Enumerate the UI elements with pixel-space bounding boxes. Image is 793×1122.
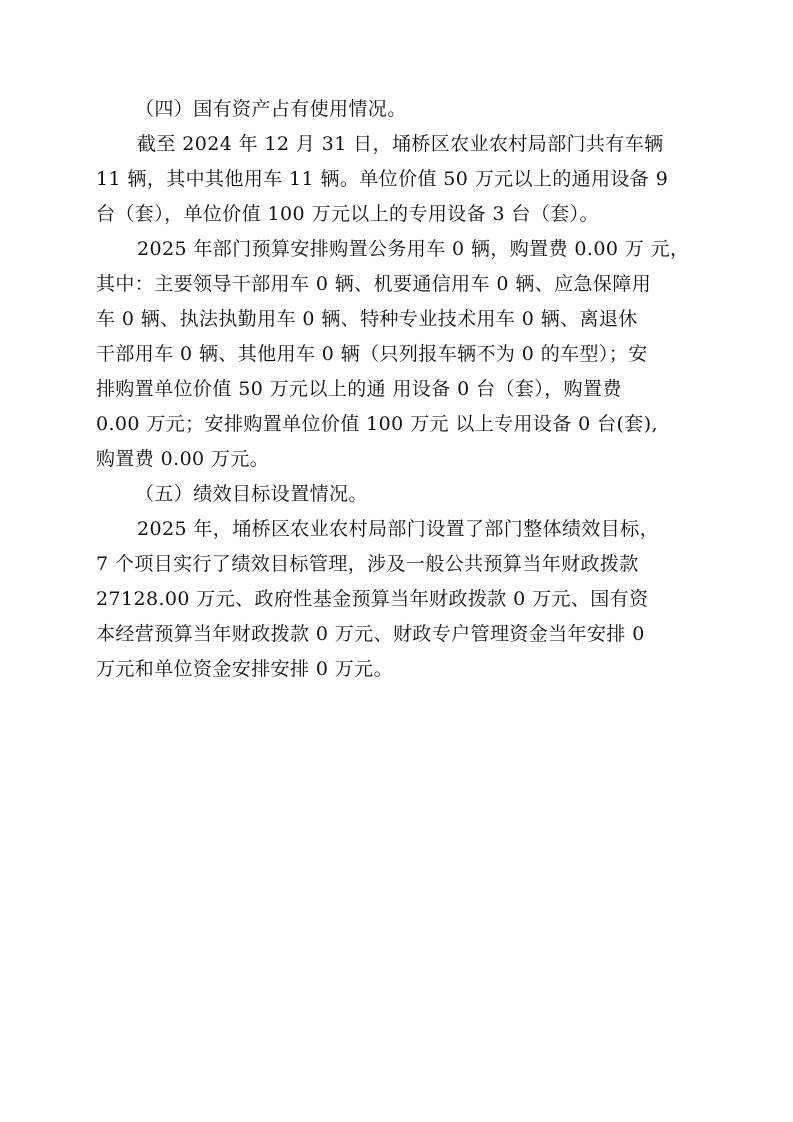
paragraph-line: 万元和单位资金安排安排 0 万元。 (96, 658, 393, 680)
paragraph-line: 2025 年部门预算安排购置公务用车 0 辆，购置费 0.00 万 元， (137, 238, 690, 260)
paragraph-line: 截至 2024 年 12 月 31 日，埇桥区农业农村局部门共有车辆 (137, 133, 664, 155)
section-heading-state-assets: （四）国有资产占有使用情况。 (135, 98, 407, 120)
paragraph-line: 购置费 0.00 万元。 (96, 448, 270, 470)
paragraph-line: 11 辆，其中其他用车 11 辆。单位价值 50 万元以上的通用设备 9 (96, 168, 669, 190)
paragraph-line: 其中：主要领导干部用车 0 辆、机要通信用车 0 辆、应急保障用 (96, 273, 652, 295)
paragraph-line: 排购置单位价值 50 万元以上的通 用设备 0 台（套），购置费 (96, 378, 622, 400)
paragraph-line: 27128.00 万元、政府性基金预算当年财政拨款 0 万元、国有资 (96, 588, 649, 610)
section-heading-performance-targets: （五）绩效目标设置情况。 (135, 483, 368, 505)
paragraph-line: 车 0 辆、执法执勤用车 0 辆、特种专业技术用车 0 辆、离退休 (96, 308, 638, 330)
paragraph-line: 干部用车 0 辆、其他用车 0 辆（只列报车辆不为 0 的车型）；安 (96, 343, 648, 365)
paragraph-line: 2025 年，埇桥区农业农村局部门设置了部门整体绩效目标， (137, 518, 659, 540)
paragraph-line: 本经营预算当年财政拨款 0 万元、财政专户管理资金当年安排 0 (96, 623, 645, 645)
paragraph-line: 台（套），单位价值 100 万元以上的专用设备 3 台（套）。 (96, 203, 599, 225)
paragraph-line: 7 个项目实行了绩效目标管理，涉及一般公共预算当年财政拨款 (96, 553, 639, 575)
paragraph-line: 0.00 万元；安排购置单位价值 100 万元 以上专用设备 0 台(套), (96, 413, 658, 435)
document-body (96, 92, 700, 687)
